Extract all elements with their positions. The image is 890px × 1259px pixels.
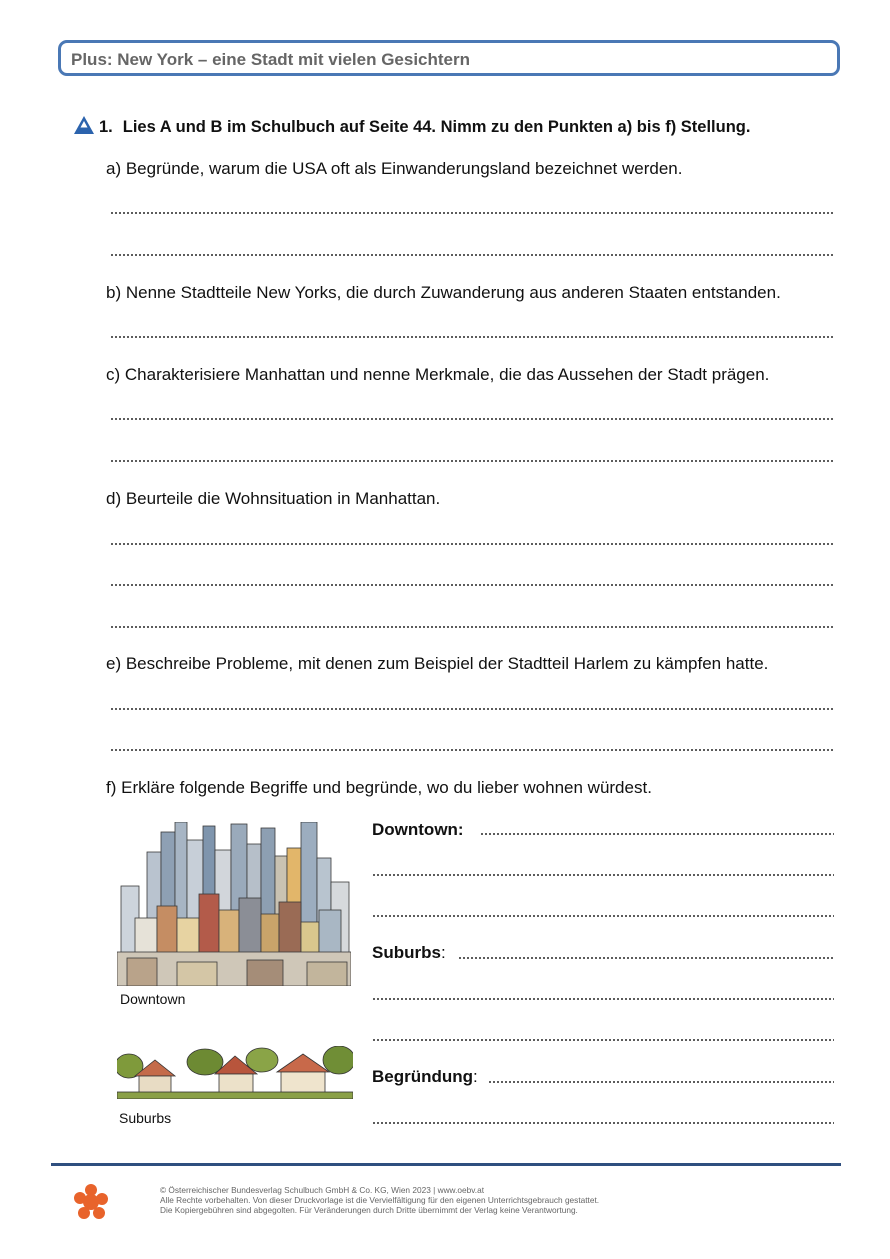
begruendung-label: Begründung: <box>372 1067 478 1086</box>
downtown-answer-line[interactable] <box>480 833 834 835</box>
question-d: d) Beurteile die Wohnsituation in Manhattan. <box>106 489 441 508</box>
downtown-label: Downtown: <box>372 820 464 839</box>
task-heading <box>99 118 750 137</box>
question-e: e) Beschreibe Probleme, mit denen zum Beispiel der Stadtteil Harlem zu kämpfen hatte. <box>106 654 769 673</box>
publisher-logo-icon <box>72 1182 110 1220</box>
footer-line-1: © Österreichischer Bundesverlag Schulbuch GmbH & Co. KG, Wien 2023 | www.oebv.at <box>160 1185 484 1195</box>
footer-divider <box>51 1163 841 1166</box>
downtown-caption: Downtown <box>120 991 186 1007</box>
suburbs-answer-line[interactable] <box>458 957 834 959</box>
question-f: f) Erkläre folgende Begriffe und begründe, wo du lieber wohnen würdest. <box>106 778 652 797</box>
footer-line-3: Die Kopiergebühren sind abgegolten. Für Veränderungen durch Dritte übernimmt der Verlag keine Verantwortung. <box>160 1205 578 1215</box>
blue-triangle-difficulty-icon <box>74 116 94 134</box>
answer-line[interactable] <box>110 418 834 420</box>
task-instruction: Lies A und B im Schulbuch auf Seite 44. Nimm zu den Punkten a) bis f) Stellung. <box>122 118 751 136</box>
answer-line[interactable] <box>110 543 834 545</box>
answer-line[interactable] <box>372 998 834 1000</box>
question-a: a) Begründe, warum die USA oft als Einwanderungsland bezeichnet werden. <box>106 159 683 178</box>
answer-line[interactable] <box>110 584 834 586</box>
answer-line[interactable] <box>110 336 834 338</box>
begruendung-answer-line[interactable] <box>488 1081 834 1083</box>
footer-copyright <box>160 1185 599 1215</box>
answer-line[interactable] <box>372 874 834 876</box>
answer-line[interactable] <box>110 460 834 462</box>
answer-line[interactable] <box>110 708 834 710</box>
downtown-skyline-illustration <box>117 822 351 986</box>
question-b: b) Nenne Stadtteile New Yorks, die durch Zuwanderung aus anderen Staaten entstanden. <box>106 283 781 302</box>
suburbs-label: Suburbs: <box>372 943 446 962</box>
task-number: 1. <box>99 118 113 136</box>
answer-line[interactable] <box>110 749 834 751</box>
footer-line-2: Alle Rechte vorbehalten. Von dieser Druckvorlage ist die Vervielfältigung für den eigenen Unterrichtsgebrauch gestattet. <box>160 1195 600 1205</box>
worksheet-title-box <box>58 40 840 76</box>
answer-line[interactable] <box>372 915 834 917</box>
answer-line[interactable] <box>110 626 834 628</box>
worksheet-title: Plus: New York – eine Stadt mit vielen Gesichtern <box>71 50 471 69</box>
answer-line[interactable] <box>372 1122 834 1124</box>
suburbs-caption: Suburbs <box>119 1110 172 1126</box>
answer-line[interactable] <box>372 1039 834 1041</box>
suburbs-houses-illustration <box>117 1046 353 1099</box>
answer-line[interactable] <box>110 212 834 214</box>
answer-line[interactable] <box>110 254 834 256</box>
question-c: c) Charakterisiere Manhattan und nenne Merkmale, die das Aussehen der Stadt prägen. <box>106 365 770 384</box>
